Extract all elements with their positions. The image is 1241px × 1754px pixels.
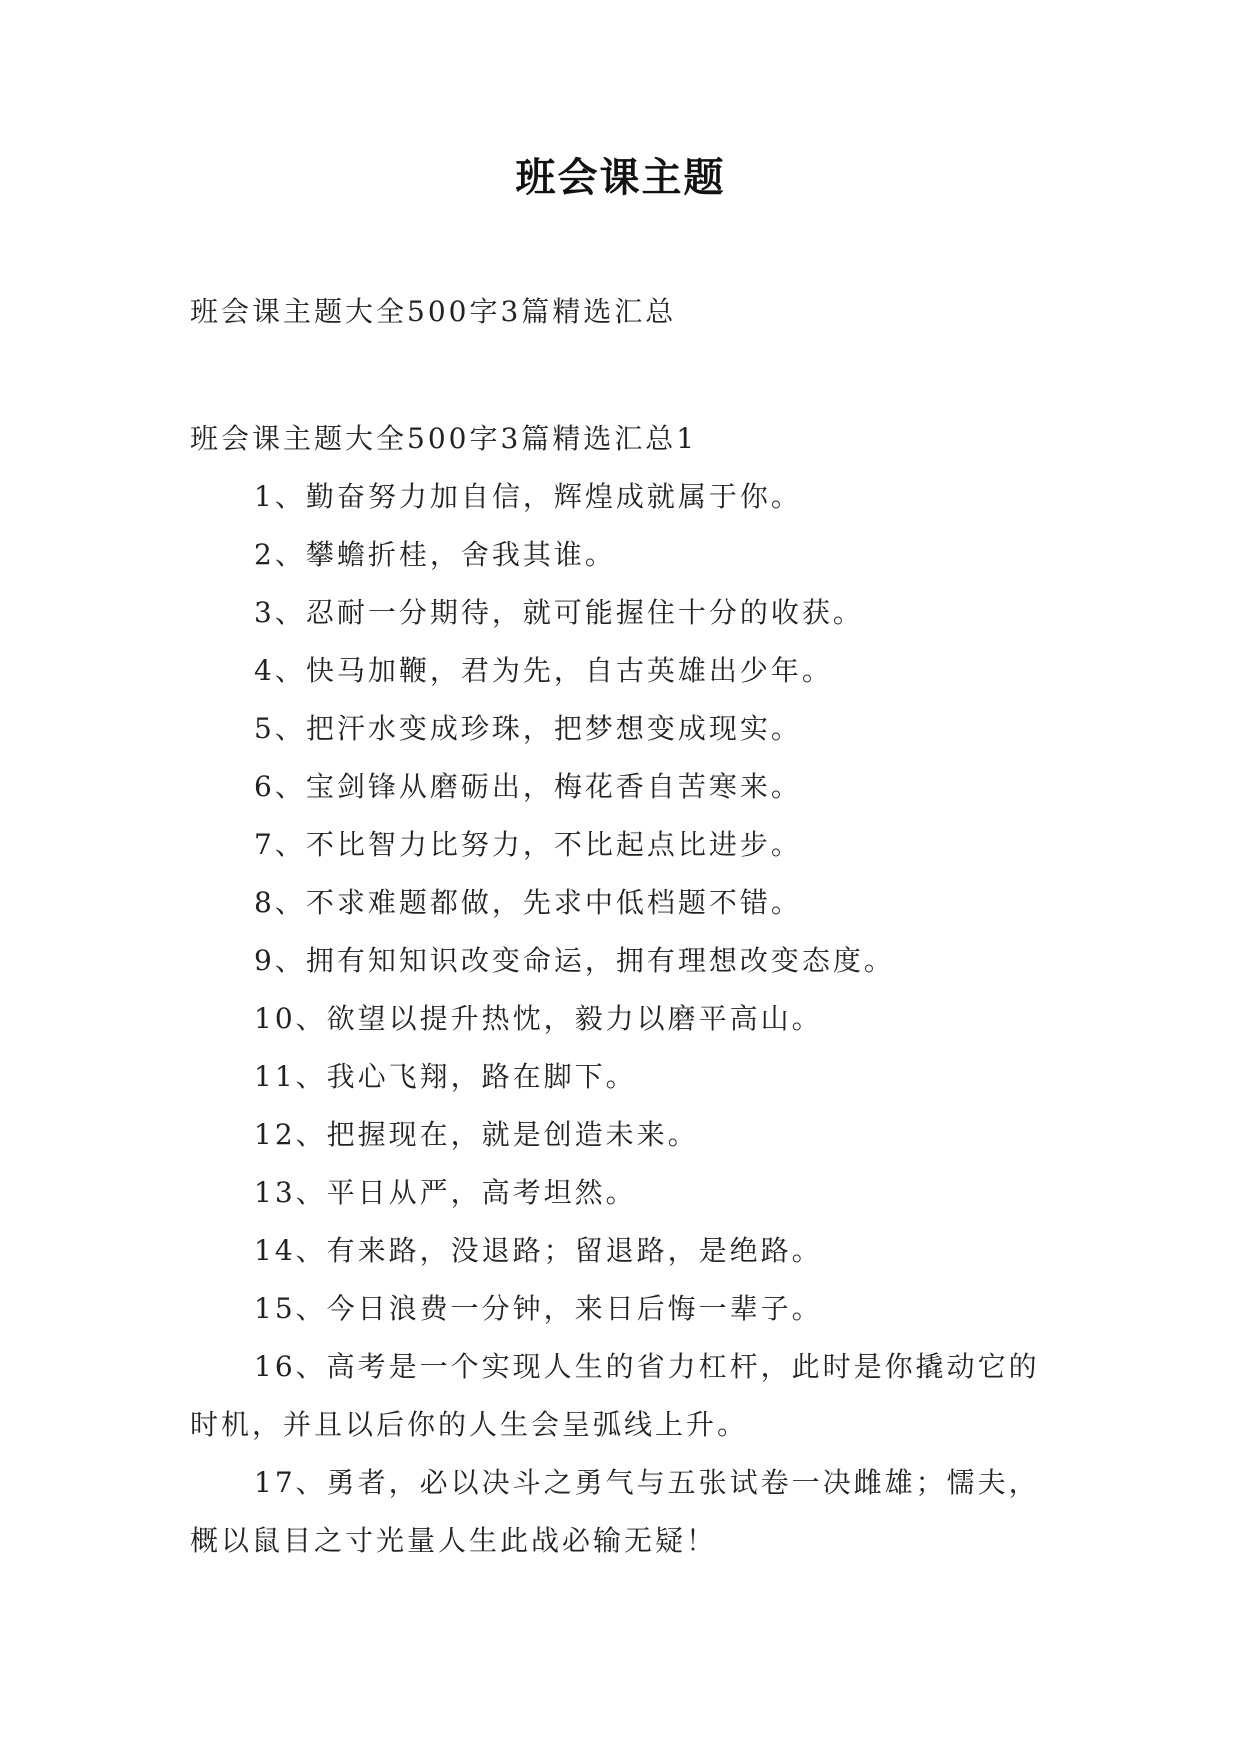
list-item: 10、欲望以提升热忱，毅力以磨平高山。 (254, 1002, 823, 1035)
list-item: 8、不求难题都做，先求中低档题不错。 (254, 886, 802, 919)
list-item: 2、攀蟾折桂，舍我其谁。 (254, 538, 616, 571)
document-body (190, 410, 1058, 1570)
list-item: 14、有来路，没退路；留退路，是绝路。 (254, 1234, 823, 1267)
section-heading: 班会课主题大全500字3篇精选汇总1 (190, 422, 698, 455)
list-item: 9、拥有知知识改变命运，拥有理想改变态度。 (254, 944, 895, 977)
list-item: 5、把汗水变成珍珠，把梦想变成现实。 (254, 712, 802, 745)
list-item: 4、快马加鞭，君为先，自古英雄出少年。 (254, 654, 833, 687)
list-item: 16、高考是一个实现人生的省力杠杆，此时是你撬动它的时机，并且以后你的人生会呈弧线上升。 (190, 1350, 1040, 1441)
list-item: 7、不比智力比努力，不比起点比进步。 (254, 828, 802, 861)
list-item: 3、忍耐一分期待，就可能握住十分的收获。 (254, 596, 864, 629)
list-item: 13、平日从严，高考坦然。 (254, 1176, 637, 1209)
list-item: 17、勇者，必以决斗之勇气与五张试卷一决雌雄；懦夫，概以鼠目之寸光量人生此战必输无疑！ (190, 1466, 1040, 1557)
document-subtitle: 班会课主题大全500字3篇精选汇总 (190, 295, 677, 328)
slogan-list (190, 468, 1058, 1570)
list-item: 12、把握现在，就是创造未来。 (254, 1118, 699, 1151)
list-item: 1、勤奋努力加自信，辉煌成就属于你。 (254, 480, 802, 513)
list-item: 15、今日浪费一分钟，来日后悔一辈子。 (254, 1292, 823, 1325)
list-item: 11、我心飞翔，路在脚下。 (254, 1060, 637, 1093)
list-item: 6、宝剑锋从磨砺出，梅花香自苦寒来。 (254, 770, 802, 803)
document-title: 班会课主题 (515, 155, 726, 201)
